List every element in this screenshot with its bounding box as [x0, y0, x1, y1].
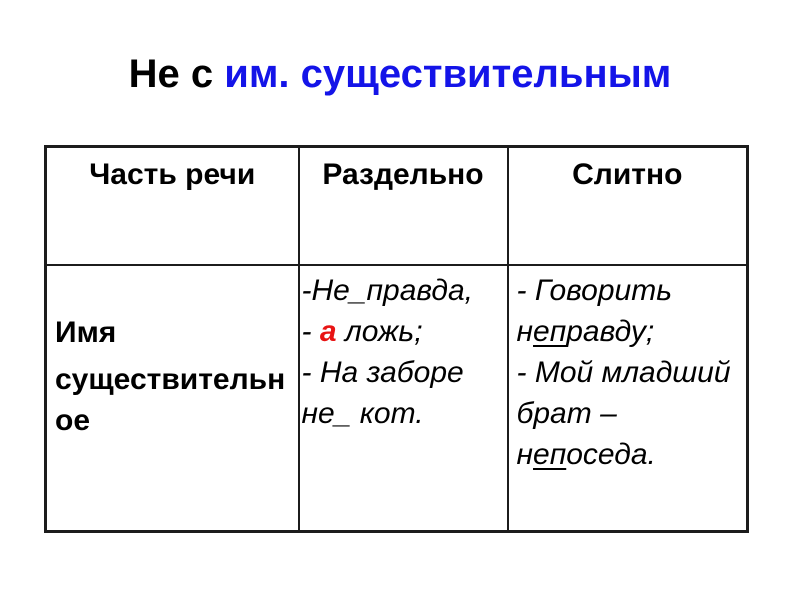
text-segment-underline: еп [533, 437, 567, 471]
header-together: Слитно [508, 147, 748, 265]
title-highlight: им. существительным [224, 52, 672, 96]
cell-paragraph [302, 352, 505, 434]
cell-paragraph [55, 359, 296, 441]
page-title [0, 52, 800, 96]
table-header-row [46, 147, 748, 265]
text-segment: ложь; [336, 314, 423, 348]
cell-paragraph [302, 270, 505, 311]
cell-paragraph [517, 270, 745, 352]
rules-table [44, 145, 749, 533]
table-row [46, 265, 748, 532]
text-segment: существительное [55, 362, 286, 437]
cell-together-examples [508, 265, 748, 532]
cell-paragraph [302, 311, 505, 352]
title-prefix: Не с [128, 52, 225, 96]
cell-paragraph [517, 352, 745, 475]
text-segment: - [301, 314, 320, 348]
text-segment: - Мой младший брат – н [516, 355, 731, 471]
text-segment: - На заборе не_ кот. [301, 355, 464, 430]
text-segment: -Не_правда, [301, 273, 474, 307]
cell-part-of-speech [46, 265, 299, 532]
cell-separate-examples [299, 265, 508, 532]
text-segment: оседа. [566, 437, 656, 471]
header-part-of-speech: Часть речи [46, 147, 299, 265]
text-segment: равду; [566, 314, 655, 348]
text-segment: Имя [55, 315, 117, 349]
cell-paragraph [55, 312, 296, 353]
header-separate: Раздельно [299, 147, 508, 265]
text-segment: - Говорить н [516, 273, 672, 348]
text-segment-underline: еп [533, 314, 567, 348]
text-segment-red: а [319, 314, 337, 348]
